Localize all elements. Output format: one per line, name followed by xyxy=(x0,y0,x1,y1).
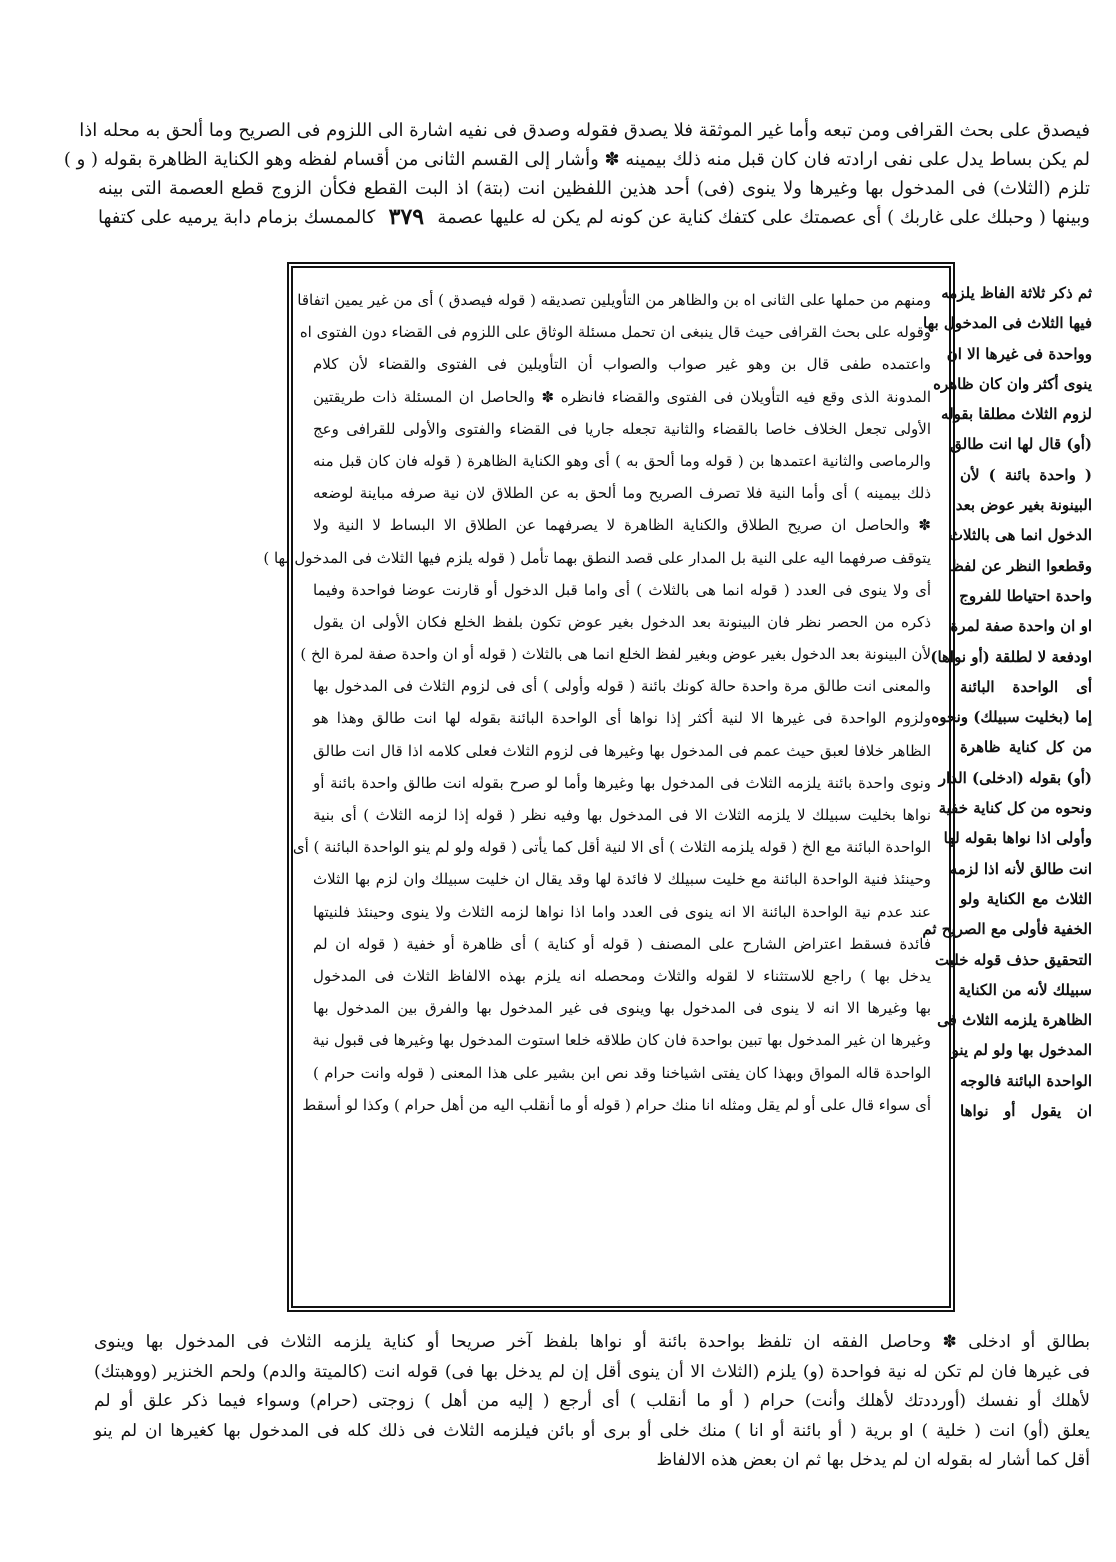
commentary-line: بها وغيرها الا انه لا ينوى فى المدخول بها وينوى فى غير المدخول بها والفرق بين المدخول بها xyxy=(313,999,931,1018)
side-line: اودفعة لا لطلقة (أو نواها) xyxy=(930,647,1092,666)
commentary-line: أى سواء قال على أو لم يقل ومثله انا منك حرام ( قوله أو ما أنقلب اليه من أهل حرام ) وكذا لو أسقط xyxy=(302,1095,931,1114)
side-line: ثم ذكر ثلاثة الفاظ يلزمه xyxy=(941,284,1092,302)
commentary-line: الظاهر خلافا لعبق حيث عمم فى المدخول بها وغيرها فى لزوم الثلاث فعلى كلامه اذا قال انت طالق xyxy=(313,741,931,760)
commentary-line: وغيرها ان غير المدخول بها تبين بواحدة فان كان طلاقه خلعا استوت المدخول بها وغيرها فى قبول نية xyxy=(312,1031,931,1050)
commentary-line: واعتمده طفى قال بن وهو غير صواب والصواب أن التأويلين فى الفتوى والقضاء لأن كلام xyxy=(313,355,931,374)
side-line: البينونة بغير عوض بعد xyxy=(955,496,1092,515)
side-line: الدخول انما هى بالثلاث xyxy=(948,526,1092,545)
side-line: المدخول بها ولو لم ينو xyxy=(951,1041,1092,1060)
side-line: الظاهرة يلزمه الثلاث فى xyxy=(937,1011,1092,1030)
bottom-line: يعلق (أو) انت ( خلية ) او برية ( أو بائنة أو انا ) منك خلى أو برى أو بائن فيلزمه الثلاث فى ذلك كله فى المدخول بها كغيرها ان لم ينو xyxy=(94,1420,1090,1441)
commentary-line: والرماصى والثانية اعتمدها بن ( قوله وما ألحق به ) أى وهو الكناية الظاهرة ( قوله فان كان قبل منه xyxy=(313,451,931,470)
bottom-line: فى غيرها فان لم تكن له نية فواحدة (و) يلزم (الثلاث الا أن ينوى أقل إن لم يدخل بها فى) قوله انت (كالميتة والدم) ولحم الخنزير (ووهبتك) xyxy=(94,1361,1090,1382)
side-line: او ان واحدة صفة لمرة xyxy=(950,617,1092,636)
top-text-block xyxy=(63,116,1090,232)
side-line: وواحدة فى غيرها الا ان xyxy=(946,344,1092,363)
commentary-line: يدخل بها ) راجع للاستثناء لا لقوله والثلاث ومحصله انه يلزم بهذه الالفاظ الثلاث فى المدخول xyxy=(313,966,931,985)
side-line: فيها الثلاث فى المدخول بها xyxy=(923,314,1092,333)
commentary-line: فائدة فسقط اعتراض الشارح على المصنف ( قوله أو كناية ) أى ظاهرة أو خفية ( قوله ان لم xyxy=(313,934,931,953)
commentary-line: ذلك بيمينه ) أى وأما النية فلا تصرف الصريح وما ألحق به عن الطلاق لان نية صرفه مباينة لوضعه xyxy=(313,484,931,503)
side-text-column xyxy=(922,278,1092,1126)
side-line: وأولى اذا نواها بقوله لها xyxy=(943,829,1092,848)
commentary-line: وقوله على بحث القرافى حيث قال ينبغى ان تحمل مسئلة الوثاق على اللزوم فى القضاء دون الفتوى اه xyxy=(299,323,931,342)
side-line: الواحدة البائنة فالوجه xyxy=(959,1071,1092,1090)
side-line: لزوم الثلاث مطلقا بقوله xyxy=(941,405,1092,424)
side-line: ونحوه من كل كناية خفية xyxy=(938,799,1092,818)
side-line: الثلاث مع الكناية ولو xyxy=(960,889,1092,908)
page-number: ٣٧٩ xyxy=(388,204,425,230)
commentary-box xyxy=(263,262,955,1312)
side-line: ( واحدة بائنة ) لأن xyxy=(960,465,1092,484)
side-line: ان يقول أو نواها xyxy=(960,1102,1092,1121)
commentary-line: نواها بخليت سبيلك لا يلزمه الثلاث الا فى المدخول بها وفيه نظر ( قوله إذا لزمه الثلاث ) أى بنية xyxy=(313,806,931,824)
commentary-line: يتوقف صرفهما اليه على النية بل المدار على قصد النطق بهما تأمل ( قوله يلزم فيها الثلاث فى المدخول بها ) xyxy=(263,548,931,567)
side-line: (أو) بقوله (ادخلى) الدار xyxy=(938,768,1092,787)
side-line: من كل كناية ظاهرة xyxy=(960,738,1092,757)
top-line-right-part: وبينها ( وحبلك على غاربك ) أى عصمتك على كتفك كناية عن كونه لم يكن له عليها عصمة xyxy=(437,207,1090,228)
top-line: فيصدق على بحث القرافى ومن تبعه وأما غير الموثقة فلا يصدق فقوله وصدق فى نفيه اشارة الى اللزوم فى الصريح وما ألحق به محله اذا xyxy=(79,120,1090,141)
commentary-line: والمعنى انت طالق مرة واحدة حالة كونك بائنة ( قوله وأولى ) أى فى لزوم الثلاث فى المدخول بها xyxy=(313,677,931,696)
side-line: أى الواحدة البائنة xyxy=(960,677,1092,696)
side-line: واحدة احتياطا للفروج xyxy=(959,586,1092,605)
side-line: الخفية فأولى مع الصريح ثم xyxy=(922,920,1092,939)
commentary-line: ذكره من الحصر نظر فان البينونة بعد الدخول بغير عوض تكون بلفظ الخلع فكان الأولى ان يقول xyxy=(313,612,931,631)
commentary-line: ونوى واحدة بائنة يلزمه الثلاث فى المدخول بها وغيرها وأما لو صرح بقوله انت طالق واحدة بائنة أو xyxy=(313,773,931,792)
top-line: تلزم (الثلاث) فى المدخول بها وغيرها ولا ينوى (فى) أحد هذين اللفظين انت (بتة) اذ البت القطع فكأن الزوج قطع العصمة التى بينه xyxy=(98,178,1090,199)
commentary-line: ومنهم من حملها على الثانى اه بن والظاهر من التأويلين تصديقه ( قوله فيصدق ) أى من غير يمين اتفاقا xyxy=(297,291,931,309)
bottom-line: بطالق أو ادخلى ✽ وحاصل الفقه ان تلفظ بواحدة بائنة أو نواها بلفظ آخر صريحا أو كناية يلزمه الثلاث فى المدخول بها وينوى xyxy=(94,1332,1090,1352)
commentary-line: لأن البينونة بعد الدخول بغير عوض وبغير لفظ الخلع انما هى بالثلاث ( قوله أو ان واحدة صفة لمرة الخ ) xyxy=(300,645,931,664)
side-line: التحقيق حذف قوله خليت xyxy=(935,950,1092,969)
commentary-line: أى ولا ينوى فى العدد ( قوله انما هى بالثلاث ) أى واما قبل الدخول أو قارنت عوضا فواحدة وفيما xyxy=(313,580,931,599)
commentary-line: الواحدة البائنة مع الخ ( قوله يلزمه الثلاث ) أى الا لنية أقل كما يأتى ( قوله ولو لم ينو الواحدة البائنة ) أى xyxy=(292,838,931,857)
commentary-line: ولزوم الواحدة فى غيرها الا لنية أكثر إذا نواها أى الواحدة البائنة بقوله لها انت طالق وهذا هو xyxy=(313,709,931,728)
commentary-line: وحينئذ فنية الواحدة البائنة مع خليت سبيلك لا فائدة لها وقد يقال ان خليت سبيلك وان لزم بها الثلاث xyxy=(313,870,931,889)
bottom-line: أقل كما أشار له بقوله ان لم يدخل بها ثم ان بعض هذه الالفاظ xyxy=(656,1450,1090,1470)
side-line: سبيلك لأنه من الكناية xyxy=(958,980,1092,999)
commentary-text xyxy=(263,284,931,1121)
top-line-with-page-number xyxy=(98,203,1090,232)
top-line: لم يكن بساط يدل على نفى ارادته فان كان قبل منه ذلك بيمينه ✽ وأشار إلى القسم الثانى من أقسام لفظه وهو الكناية الظاهرة بقوله ( و ) xyxy=(63,149,1090,170)
commentary-line: الواحدة قاله المواق وبهذا كان يفتى اشياخنا وقد نص ابن بشير على هذا المعنى ( قوله وانت حرام ) xyxy=(313,1063,931,1082)
commentary-line: ✽ والحاصل ان صريح الطلاق والكناية الظاهرة لا يصرفهما عن الطلاق الا البساط لا النية ولا xyxy=(313,516,931,535)
side-line: إما (بخليت سبيلك) ونحوه xyxy=(931,708,1092,727)
side-line: وقطعوا النظر عن لفظ xyxy=(949,556,1092,575)
commentary-line: عند عدم نية الواحدة البائنة الا انه ينوى فى العدد واما اذا نواها لزمه الثلاث ولا ينوى وحينئذ فلنيتها xyxy=(313,902,931,921)
bottom-text-block xyxy=(94,1328,1090,1476)
top-line-left-part: كالممسك بزمام دابة يرميه على كتفها xyxy=(98,207,376,228)
bottom-line: لأهلك أو نفسك (أورددتك لأهلك وأنت) حرام ( أو ما أنقلب ) أى أرجع ( إليه من أهل ) زوجتى (حرام) وسواء فيما ذكر علق أو لم xyxy=(94,1391,1090,1411)
commentary-line: الأولى تجعل الخلاف خاصا بالقضاء والثانية تجعله جاريا فى القضاء والفتوى والأولى للقرافى وعج xyxy=(313,419,931,438)
side-line: (أو) قال لها انت طالق xyxy=(950,435,1092,454)
side-line: ينوى أكثر وان كان ظاهره xyxy=(933,374,1092,393)
side-line: انت طالق لأنه اذا لزمه xyxy=(949,859,1092,878)
commentary-line: المدونة الذى وقع فيه التأويلان فى الفتوى والقضاء فانظره ✽ والحاصل ان المسئلة ذات طريقتين xyxy=(313,387,931,406)
